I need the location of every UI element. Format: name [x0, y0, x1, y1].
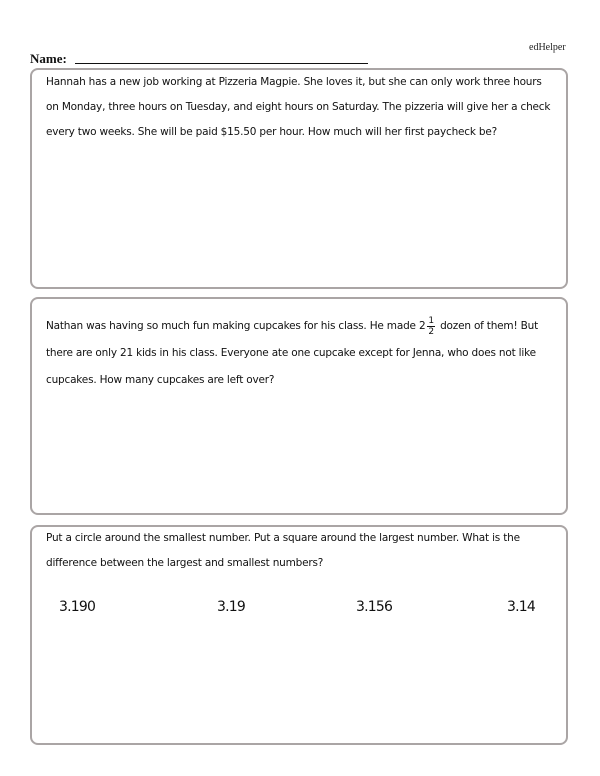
number-item[interactable]: 3.156 — [356, 599, 393, 615]
problem-1-text: Hannah has a new job working at Pizzeria Magpie. She loves it, but she can only work three hours on Monday, three hours on Tuesday, and eight hours on Saturday. The pizzeria will give her a check every two weeks. She will be paid $15.50 per hour. How much will her first paycheck be? — [46, 76, 551, 138]
problem-box-3 — [30, 525, 568, 745]
problem-box-1 — [30, 68, 568, 289]
number-item[interactable]: 3.19 — [217, 599, 245, 615]
problem-box-2 — [30, 297, 568, 515]
number-item[interactable]: 3.14 — [507, 599, 535, 615]
fraction — [427, 316, 435, 337]
fraction-numerator: 1 — [428, 315, 434, 326]
number-list — [32, 599, 566, 619]
problem-2-text-after: dozen of them! But there are only 21 kids in his class. Everyone ate one cupcake except for Jenna, who does not like cupcakes. How many cupcakes are left over? — [46, 320, 538, 386]
problem-3-text: Put a circle around the smallest number. Put a square around the largest number. What is the difference between the largest and smallest numbers? — [46, 532, 520, 569]
problem-2-text-before: Nathan was having so much fun making cupcakes for his class. He made — [46, 320, 419, 332]
number-item[interactable]: 3.190 — [59, 599, 96, 615]
name-answer-line[interactable] — [75, 63, 368, 64]
brand-label: edHelper — [529, 42, 566, 53]
fraction-denominator: 2 — [428, 326, 434, 337]
mixed-number-whole: 2 — [418, 320, 426, 332]
problem-2-text — [46, 313, 554, 394]
name-label: Name: — [30, 51, 67, 66]
